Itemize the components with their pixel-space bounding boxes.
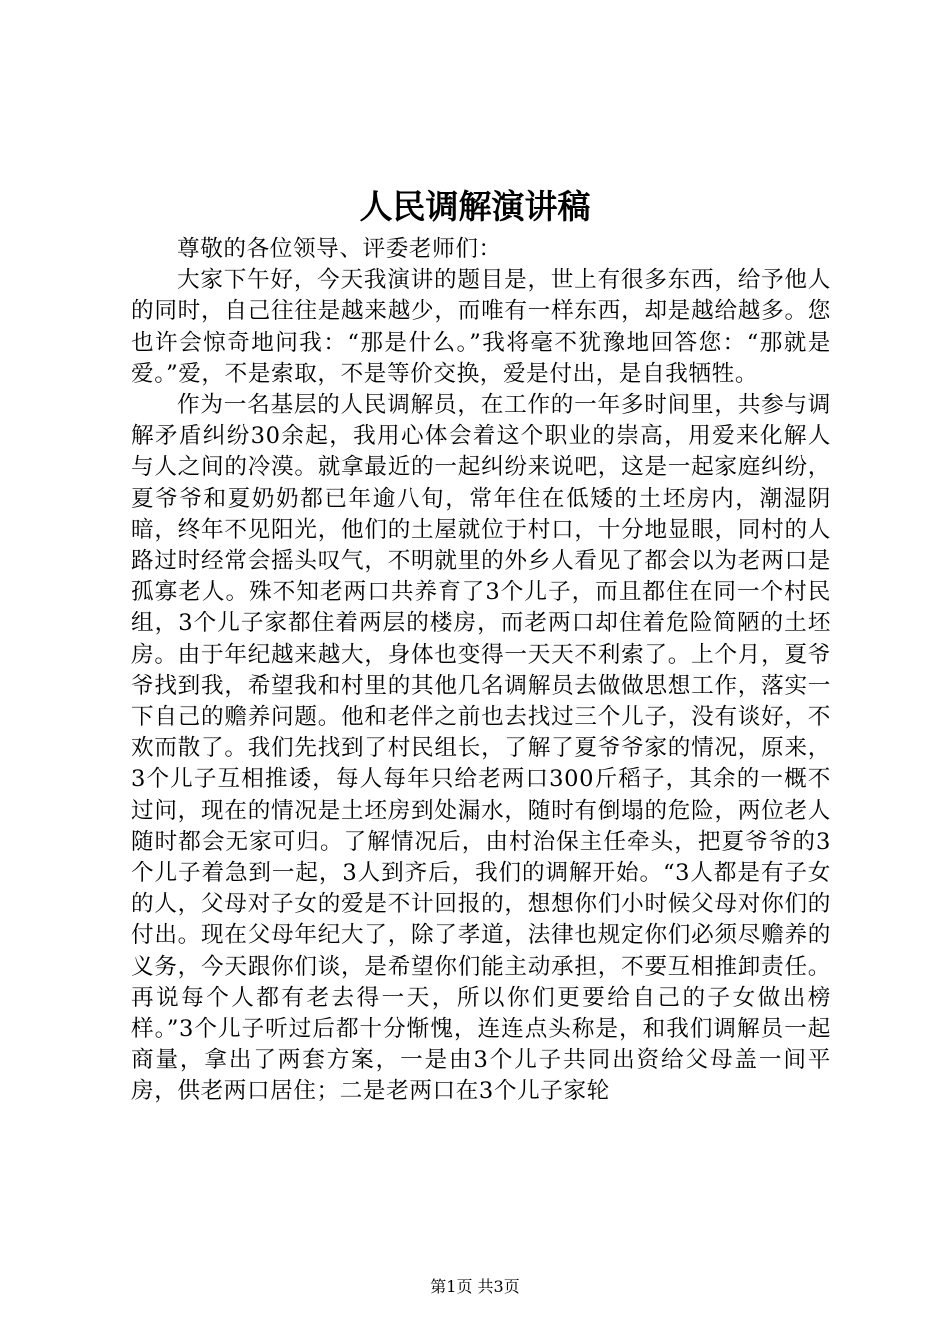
story-paragraph: 作为一名基层的人民调解员，在工作的一年多时间里，共参与调解矛盾纠纷30余起，我用心体会着这个职业的崇高，用爱来化解人与人之间的冷漠。就拿最近的一起纠纷来说吧，这是一起家庭纠纷，夏爷爷和夏奶奶都已年逾八旬，常年住在低矮的土坯房内，潮湿阴暗，终年不见阳光，他们的土屋就位于村口，十分地显眼，同村的人路过时经常会摇头叹气，不明就里的外乡人看见了都会以为老两口是孤寡老人。殊不知老两口共养育了3个儿子，而且都住在同一个村民组，3个儿子家都住着两层的楼房，而老两口却住着危险简陋的土坯房。由于年纪越来越大，身体也变得一天天不利索了。上个月，夏爷爷找到我，希望我和村里的其他几名调解员去做做思想工作，落实一下自己的赡养问题。他和老伴之前也去找过三个儿子，没有谈好，不欢而散了。我们先找到了村民组长，了解了夏爷爷家的情况，原来，3个儿子互相推诿，每人每年只给老两口300斤稻子，其余的一概不过问，现在的情况是土坯房到处漏水，随时有倒塌的危险，两位老人随时都会无家可归。了解情况后，由村治保主任牵头，把夏爷爷的3个儿子着急到一起，3人到齐后，我们的调解开始。“3人都是有子女的人，父母对子女的爱是不计回报的，想想你们小时候父母对你们的付出。现在父母年纪大了，除了孝道，法律也规定你们必须尽赡养的义务，今天跟你们谈，是希望你们能主动承担，不要互相推卸责任。再说每个人都有老去得一天，所以你们更要给自己的子女做出榜样。”3个儿子听过后都十分惭愧，连连点头称是，和我们调解员一起商量，拿出了两套方案，一是由3个儿子共同出资给父母盖一间平房，供老两口居住；二是老两口在3个儿子家轮 [131,392,831,1105]
intro-paragraph: 大家下午好，今天我演讲的题目是，世上有很多东西，给予他人的同时，自己往往是越来越少，而唯有一样东西，却是越给越多。您也许会惊奇地问我：“那是什么。”我将毫不犹豫地回答您：“那就是爱。”爱，不是索取，不是等价交换，爱是付出，是自我牺牲。 [131,267,831,387]
salutation-paragraph: 尊敬的各位领导、评委老师们： [177,236,502,262]
document-body [131,234,831,1108]
page-footer: 第1页 共3页 [430,1277,520,1296]
document-title: 人民调解演讲稿 [359,187,591,226]
